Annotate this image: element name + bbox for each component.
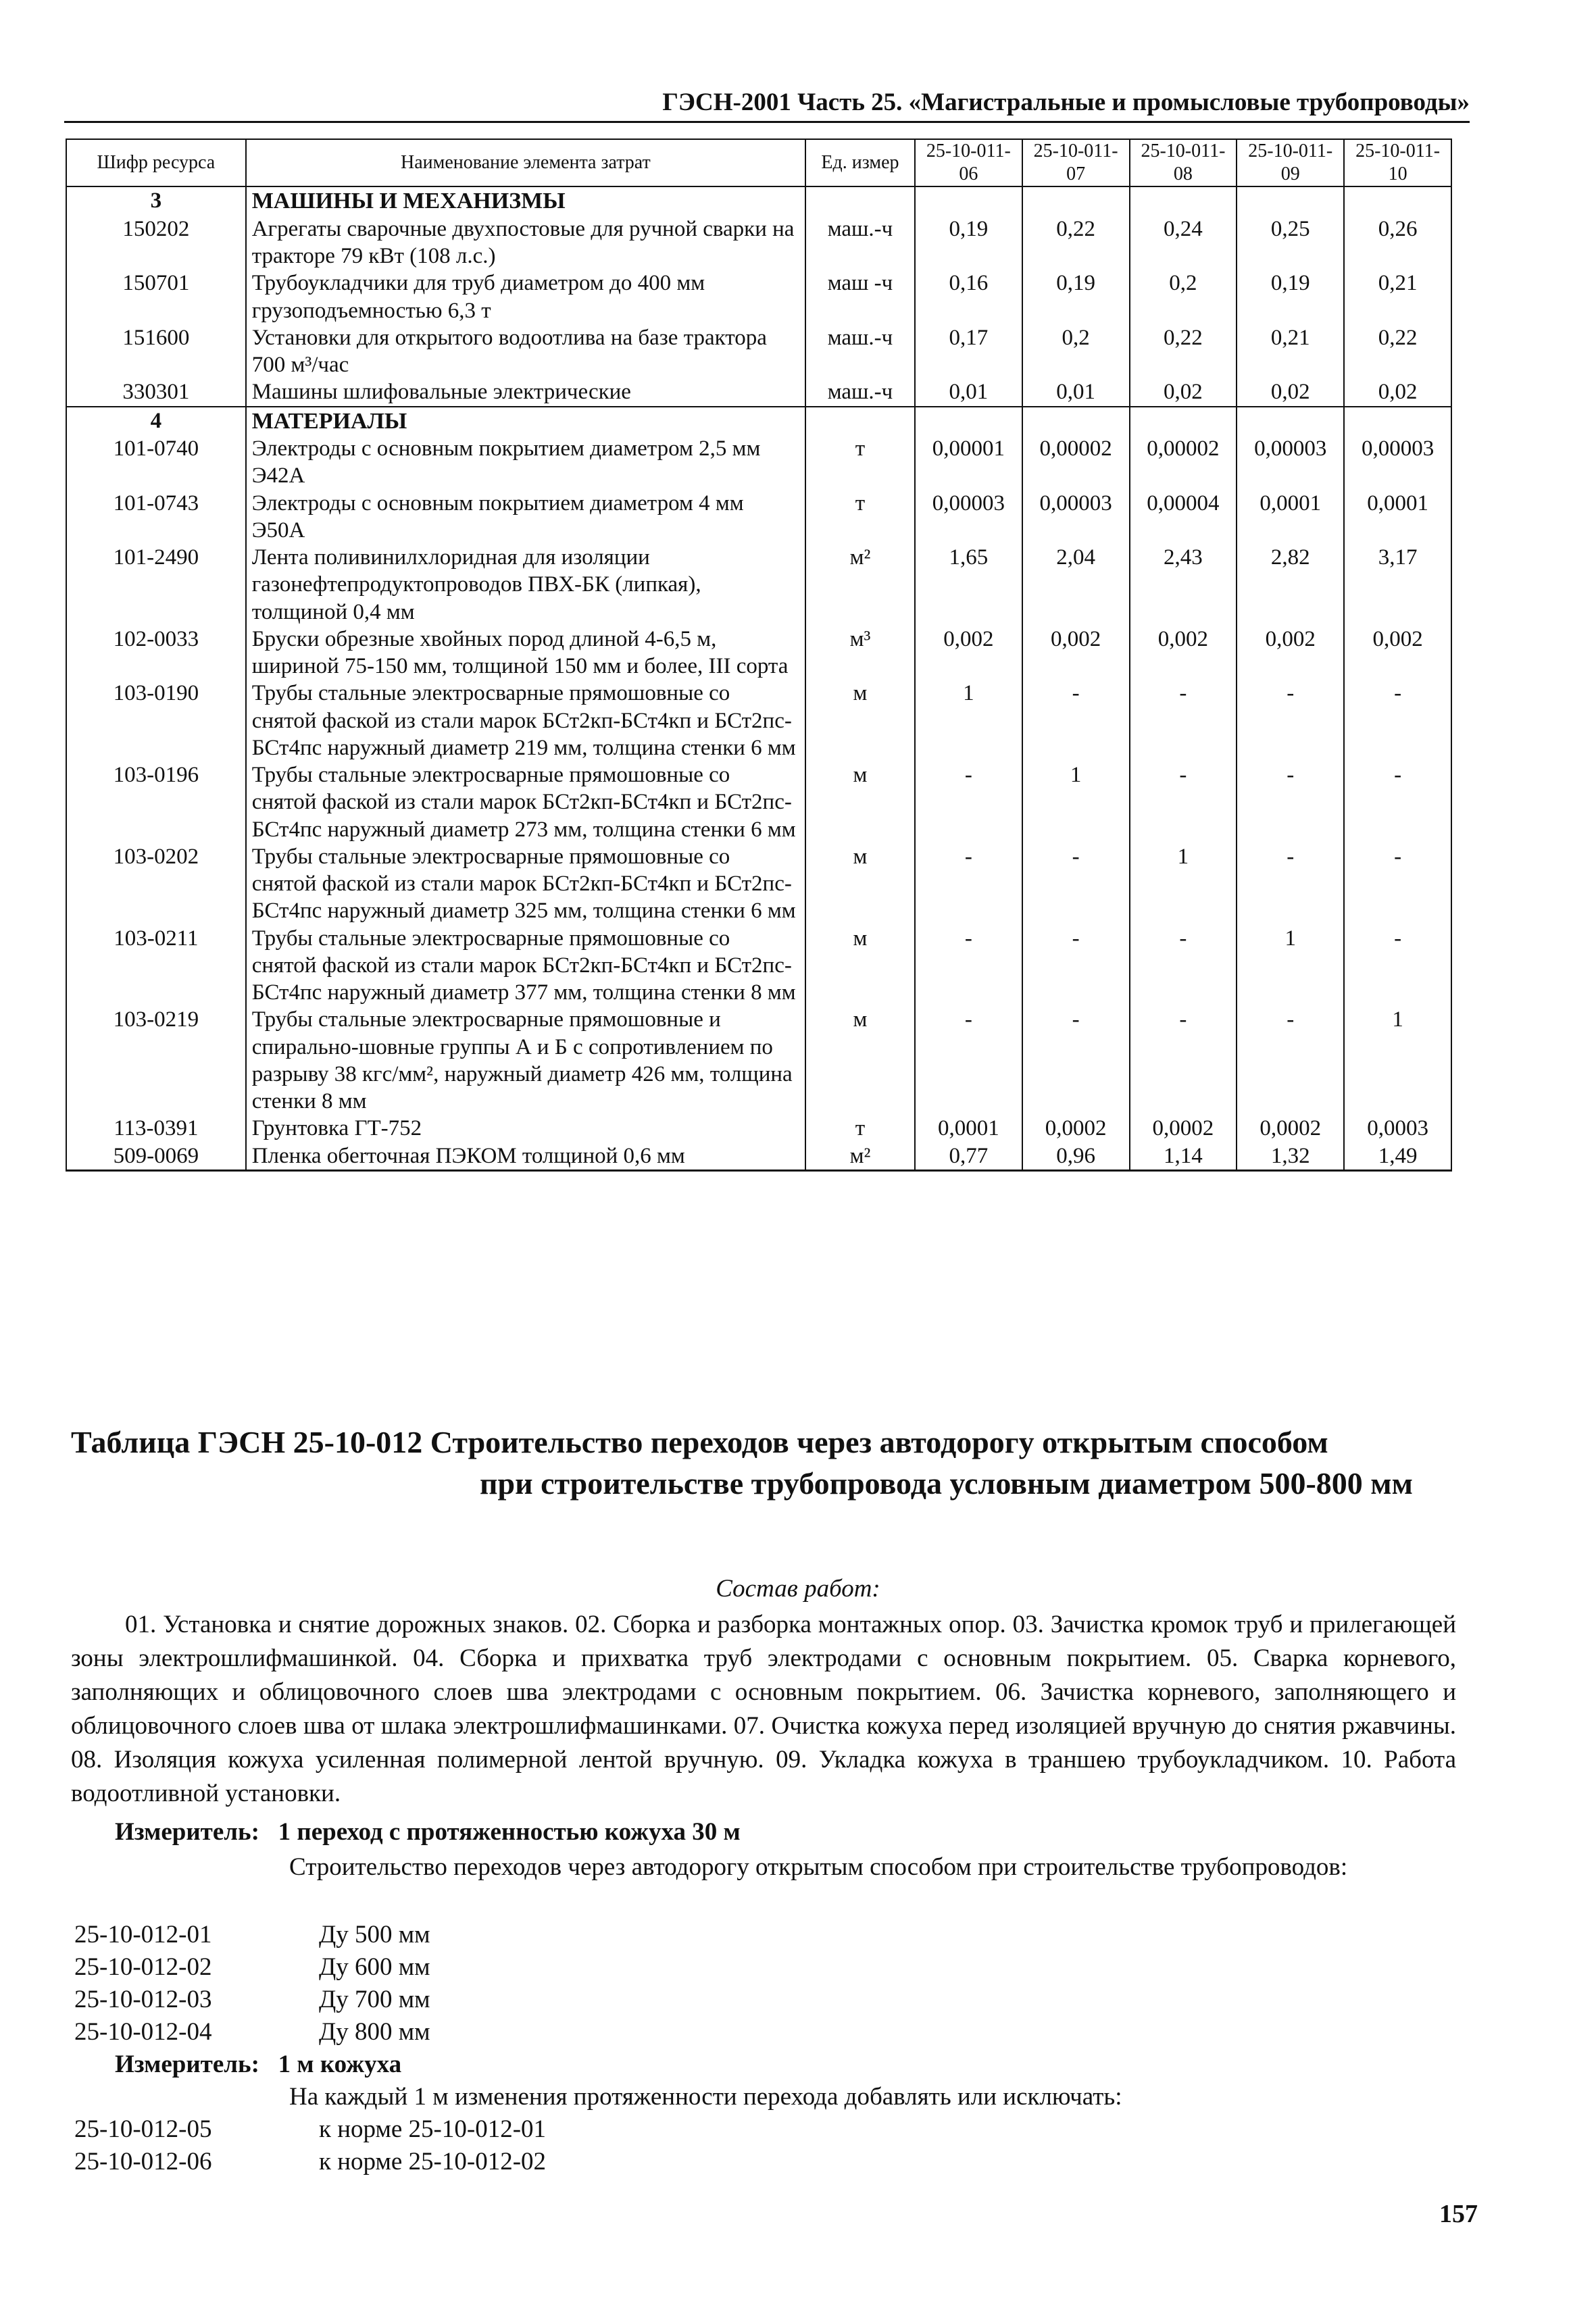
empty-cell [1022,407,1130,435]
column-header: 25-10-011-07 [1022,139,1130,186]
resource-name: Трубоукладчики для труб диаметром до 400 мм грузоподъемностью 6,3 т [246,270,805,324]
resource-name: Трубы стальные электросварные прямошовные со снятой фаской из стали марок БСт2кп-БСт4кп и БСт2пс-БСт4пс наружный диаметр 219 мм, толщина стенки 6 мм [246,680,805,761]
measure-1 [115,1817,741,1846]
resource-value: 0,24 [1130,216,1237,270]
resource-value: 0,002 [1022,626,1130,680]
norm-text: Ду 500 мм [319,1921,430,1948]
column-header: Ед. измер [805,139,915,186]
resource-value: 0,19 [1022,270,1130,324]
resource-value: - [1022,1006,1130,1115]
resources-table [66,139,1452,1172]
resource-value: 2,04 [1022,544,1130,626]
page-number: 157 [1439,2200,1478,2228]
empty-cell [805,407,915,435]
resource-name: Трубы стальные электросварные прямошовные и спирально-шовные группы А и Б с сопротивлением по разрыву 38 кгс/мм², наружный диаметр 426 мм, толщина стенки 8 мм [246,1006,805,1115]
table-title [71,1422,1456,1504]
measure-value: 1 м кожуха [278,2051,402,2078]
norm-code: 25-10-012-04 [74,2018,212,2046]
table-row [66,270,1451,324]
section-title: МАТЕРИАЛЫ [246,407,805,435]
resource-code: 101-0743 [66,490,246,545]
resource-code: 103-0211 [66,925,246,1007]
table-row [66,324,1451,379]
table-title-rest: при строительстве трубопровода условным диаметром 500-800 мм [480,1465,1413,1501]
section-row [66,186,1451,215]
resource-value: 0,96 [1022,1142,1130,1171]
norm-text: к норме 25-10-012-02 [319,2148,547,2175]
column-header: Наименование элемента затрат [246,139,805,186]
resource-value: 0,22 [1344,324,1451,379]
resource-code: 509-0069 [66,1142,246,1171]
resource-value: - [1344,680,1451,761]
column-header: 25-10-011-09 [1237,139,1344,186]
resource-unit: м [805,925,915,1007]
resource-name: Бруски обрезные хвойных пород длиной 4-6,5 м, шириной 75-150 мм, толщиной 150 мм и более, III сорта [246,626,805,680]
composition-text: 01. Установка и снятие дорожных знаков. 02. Сборка и разборка монтажных опор. 03. Зачистка кромок труб и прилегающей зоны электрошлифмашинкой. 04. Сборка и прихватка труб электродами с основным покрытием. 05. Сварка корневого, заполняющих и облицовочного слоев шва электродами с основным покрытием. 06. Зачистка корневого, заполняющего и облицовочного слоев шва от шлака электрошлифмашинками. 07. Очистка кожуха перед изоляцией вручную до снятия ржавчины. 08. Изоляция кожуха усиленная полимерной лентой вручную. 09. Укладка кожуха в траншею трубоукладчиком. 10. Работа водоотливной установки. [71,1611,1456,1807]
resource-value: 1,14 [1130,1142,1237,1171]
resource-unit: м [805,761,915,843]
resource-value: - [915,761,1022,843]
table-row [66,1115,1451,1142]
resource-value: - [1130,925,1237,1007]
column-header: 25-10-011-10 [1344,139,1451,186]
resource-value: - [1344,843,1451,925]
column-header: 25-10-011-08 [1130,139,1237,186]
resource-value: 0,002 [1130,626,1237,680]
resource-value: - [1237,843,1344,925]
resource-value: 1 [1237,925,1344,1007]
resource-unit: т [805,1115,915,1142]
resource-value: 0,0003 [1344,1115,1451,1142]
table-row [66,843,1451,925]
norm-text: к норме 25-10-012-01 [319,2115,547,2143]
resource-value: 0,21 [1237,324,1344,379]
resource-name: Грунтовка ГТ-752 [246,1115,805,1142]
resource-value: - [1130,761,1237,843]
resource-value: 0,01 [915,378,1022,406]
resource-code: 101-0740 [66,435,246,490]
resource-name: Установки для открытого водоотлива на базе трактора 700 м³/час [246,324,805,379]
empty-cell [915,407,1022,435]
empty-cell [1130,407,1237,435]
column-header: 25-10-011-06 [915,139,1022,186]
table-row [66,490,1451,545]
resource-value: 1,49 [1344,1142,1451,1171]
resource-value: - [915,1006,1022,1115]
resource-name: Трубы стальные электросварные прямошовные со снятой фаской из стали марок БСт2кп-БСт4кп и БСт2пс-БСт4пс наружный диаметр 377 мм, толщина стенки 8 мм [246,925,805,1007]
resource-unit: м [805,1006,915,1115]
empty-cell [1237,407,1344,435]
norm-text: Ду 600 мм [319,1953,430,1981]
empty-cell [915,186,1022,215]
resource-unit: м [805,843,915,925]
column-header: Шифр ресурса [66,139,246,186]
resource-value: 0,2 [1130,270,1237,324]
resource-value: 0,00001 [915,435,1022,490]
resource-value: - [1237,1006,1344,1115]
section-code: 4 [66,407,246,435]
resource-value: 0,21 [1344,270,1451,324]
resource-value: 1,65 [915,544,1022,626]
resource-code: 113-0391 [66,1115,246,1142]
norm-code: 25-10-012-02 [74,1953,212,1981]
resource-value: - [1022,843,1130,925]
resource-value: - [1022,925,1130,1007]
resource-code: 102-0033 [66,626,246,680]
norm-text: Ду 700 мм [319,1986,430,2013]
resource-unit: м [805,680,915,761]
section-code: 3 [66,186,246,215]
resource-value: 0,002 [915,626,1022,680]
resource-name: Трубы стальные электросварные прямошовные со снятой фаской из стали марок БСт2кп-БСт4кп и БСт2пс-БСт4пс наружный диаметр 325 мм, толщина стенки 6 мм [246,843,805,925]
resource-code: 101-2490 [66,544,246,626]
resource-value: - [1237,761,1344,843]
resource-name: Электроды с основным покрытием диаметром 4 мм Э50А [246,490,805,545]
resource-value: 0,00003 [1022,490,1130,545]
resource-unit: маш.-ч [805,216,915,270]
resource-value: 0,00004 [1130,490,1237,545]
resource-name: Пленка обerточная ПЭКОМ толщиной 0,6 мм [246,1142,805,1171]
resource-unit: т [805,490,915,545]
resource-value: 0,2 [1022,324,1130,379]
resource-value: - [1130,680,1237,761]
empty-cell [805,186,915,215]
table-row [66,378,1451,406]
empty-cell [1237,186,1344,215]
resource-value: - [1130,1006,1237,1115]
section-title: МАШИНЫ И МЕХАНИЗМЫ [246,186,805,215]
table-body [66,186,1451,1170]
running-header: ГЭСН-2001 Часть 25. «Магистральные и промысловые трубопроводы» [64,88,1470,123]
resource-name: Трубы стальные электросварные прямошовные со снятой фаской из стали марок БСт2кп-БСт4кп и БСт2пс-БСт4пс наружный диаметр 273 мм, толщина стенки 6 мм [246,761,805,843]
resource-value: 0,22 [1130,324,1237,379]
resource-value: 1 [1130,843,1237,925]
table-title-head: Таблица ГЭСН 25-10-012 Строительство переходов через автодорогу открытым способом [71,1425,1328,1459]
resource-unit: т [805,435,915,490]
resource-value: 0,00002 [1022,435,1130,490]
resource-value: 1 [915,680,1022,761]
resource-value: - [1344,925,1451,1007]
resource-name: Машины шлифовальные электрические [246,378,805,406]
empty-cell [1022,186,1130,215]
resource-value: 0,0001 [1237,490,1344,545]
resource-value: 0,00003 [1237,435,1344,490]
table-row [66,1142,1451,1171]
resource-value: - [915,925,1022,1007]
measure-label: Измеритель: [115,1818,259,1846]
table-header-row [66,139,1451,186]
resource-code: 151600 [66,324,246,379]
resource-value: 0,00003 [1344,435,1451,490]
description-2: На каждый 1 м изменения протяженности перехода добавлять или исключать: [289,2083,1122,2111]
resource-value: 3,17 [1344,544,1451,626]
section-row [66,407,1451,435]
resource-value: 1,32 [1237,1142,1344,1171]
resource-value: 1 [1022,761,1130,843]
resource-value: 0,0001 [1344,490,1451,545]
resource-value: 0,0002 [1130,1115,1237,1142]
composition-caption: Состав работ: [716,1575,880,1603]
resource-unit: м² [805,1142,915,1171]
resource-code: 150701 [66,270,246,324]
resource-unit: маш.-ч [805,324,915,379]
table-row [66,626,1451,680]
empty-cell [1130,186,1237,215]
resource-code: 150202 [66,216,246,270]
measure-2 [115,2050,401,2079]
table-row [66,435,1451,490]
resource-value: 0,16 [915,270,1022,324]
resource-value: 0,01 [1022,378,1130,406]
resource-value: 0,0001 [915,1115,1022,1142]
resource-value: 0,26 [1344,216,1451,270]
resource-value: 0,19 [915,216,1022,270]
resource-unit: м³ [805,626,915,680]
resource-code: 103-0219 [66,1006,246,1115]
resource-value: 0,0002 [1022,1115,1130,1142]
resource-value: 0,00002 [1130,435,1237,490]
resource-code: 103-0190 [66,680,246,761]
resource-value: 0,02 [1344,378,1451,406]
resource-value: 2,82 [1237,544,1344,626]
description-1: Строительство переходов через автодорогу открытым способом при строительстве трубопроводов: [289,1853,1348,1881]
resource-value: - [915,843,1022,925]
measure-label: Измеритель: [115,2051,259,2078]
resource-value: 0,02 [1237,378,1344,406]
resource-name: Электроды с основным покрытием диаметром 2,5 мм Э42А [246,435,805,490]
resource-value: 0,22 [1022,216,1130,270]
resource-value: 1 [1344,1006,1451,1115]
resource-code: 330301 [66,378,246,406]
empty-cell [1344,407,1451,435]
table-row [66,925,1451,1007]
resource-value: 0,25 [1237,216,1344,270]
table-row [66,761,1451,843]
empty-cell [1344,186,1451,215]
resource-value: 0,17 [915,324,1022,379]
norm-code: 25-10-012-01 [74,1921,212,1948]
resource-value: 0,002 [1237,626,1344,680]
resource-value: - [1344,761,1451,843]
resource-value: - [1237,680,1344,761]
norm-code: 25-10-012-03 [74,1986,212,2013]
table-row [66,680,1451,761]
resource-unit: маш.-ч [805,378,915,406]
resource-value: 0,19 [1237,270,1344,324]
resource-value: 0,00003 [915,490,1022,545]
resource-value: 2,43 [1130,544,1237,626]
resource-value: 0,002 [1344,626,1451,680]
table-row [66,1006,1451,1115]
resource-value: 0,02 [1130,378,1237,406]
norm-code: 25-10-012-06 [74,2148,212,2175]
resource-name: Агрегаты сварочные двухпостовые для ручной сварки на тракторе 79 кВт (108 л.с.) [246,216,805,270]
table-row [66,544,1451,626]
norm-code: 25-10-012-05 [74,2115,212,2143]
resource-code: 103-0202 [66,843,246,925]
resource-unit: м² [805,544,915,626]
resource-name: Лента поливинилхлоридная для изоляции газонефтепродуктопроводов ПВХ-БК (липкая), толщиной 0,4 мм [246,544,805,626]
resource-value: 0,0002 [1237,1115,1344,1142]
resource-code: 103-0196 [66,761,246,843]
resource-unit: маш -ч [805,270,915,324]
table-row [66,216,1451,270]
resource-value: - [1022,680,1130,761]
measure-value: 1 переход с протяженностью кожуха 30 м [278,1818,741,1846]
resource-value: 0,77 [915,1142,1022,1171]
norm-text: Ду 800 мм [319,2018,430,2046]
